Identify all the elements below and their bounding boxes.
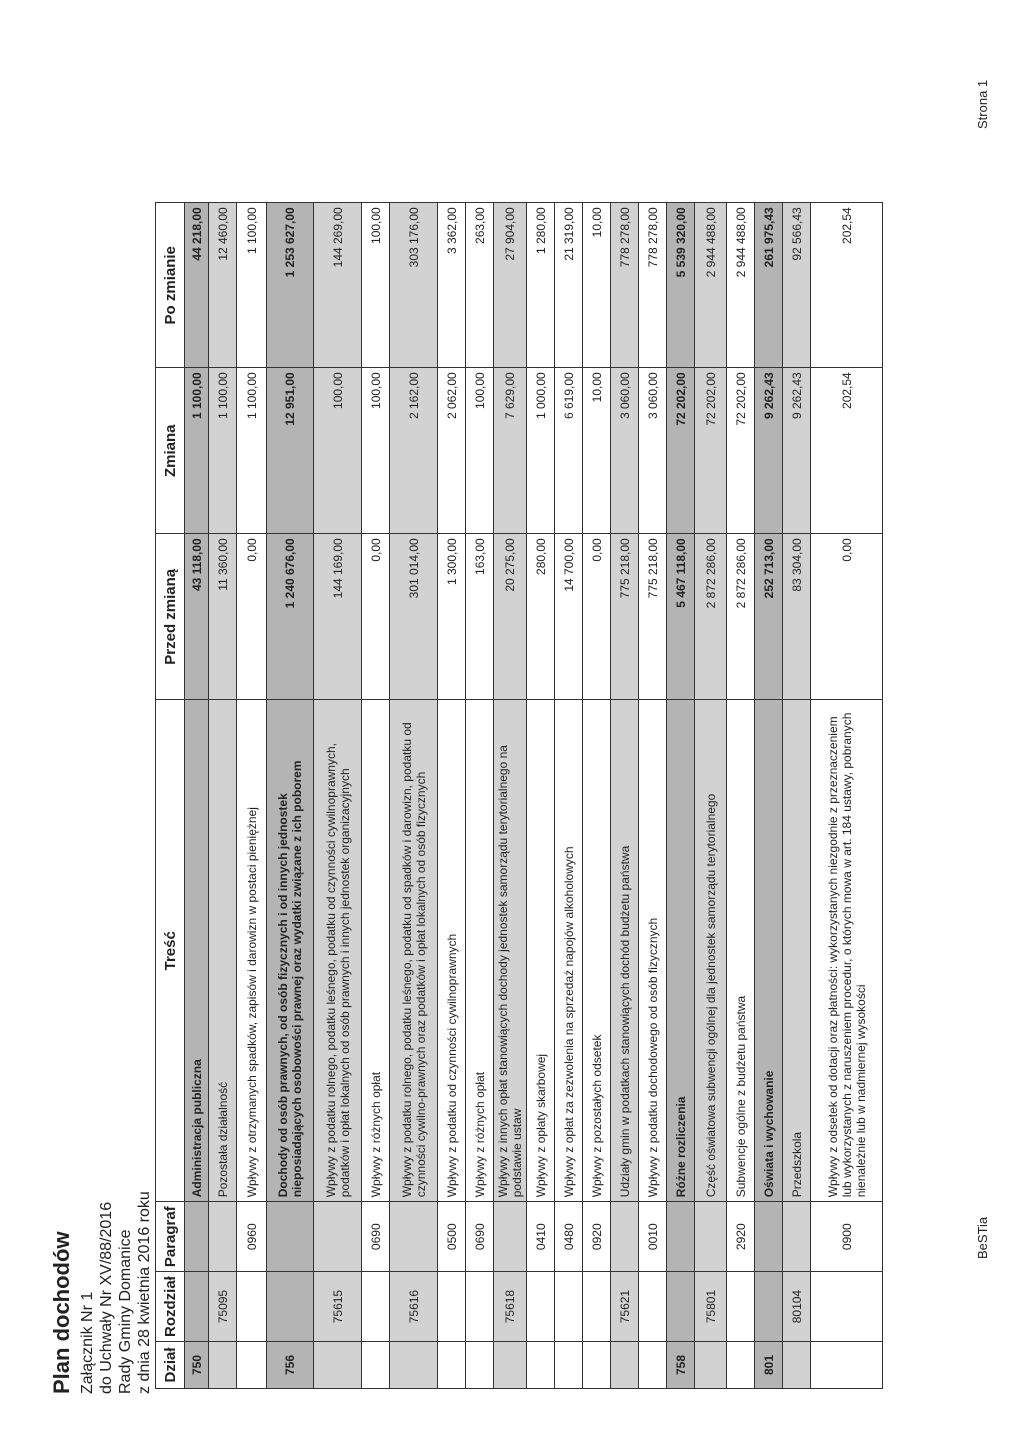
przed-zmiana-cell: 1 240 676,00 xyxy=(267,534,314,700)
table-row xyxy=(438,203,466,1389)
paragraf-cell xyxy=(667,1202,695,1272)
zmiana-cell: 100,00 xyxy=(362,368,390,534)
po-zmianie-cell: 92 566,43 xyxy=(783,203,811,368)
dzial-cell xyxy=(783,1342,811,1389)
zmiana-cell: 1 000,00 xyxy=(527,368,555,534)
column-header: Treść xyxy=(156,700,185,1202)
zmiana-cell: 6 619,00 xyxy=(555,368,583,534)
przed-zmiana-cell: 0,00 xyxy=(811,534,883,700)
zmiana-cell: 3 060,00 xyxy=(639,368,667,534)
rozdzial-cell xyxy=(755,1272,783,1342)
document-header xyxy=(50,1191,154,1394)
rozdzial-cell xyxy=(466,1272,494,1342)
po-zmianie-cell: 5 539 320,00 xyxy=(667,203,695,368)
paragraf-cell xyxy=(267,1202,314,1272)
rozdzial-cell xyxy=(185,1272,209,1342)
dzial-cell xyxy=(695,1342,727,1389)
dzial-cell xyxy=(811,1342,883,1389)
przed-zmiana-cell: 280,00 xyxy=(527,534,555,700)
header-line: Rady Gminy Domanice xyxy=(117,1229,134,1394)
tresc-cell: Wpływy z podatku od czynności cywilnoprawnych xyxy=(438,700,466,1202)
dzial-cell xyxy=(555,1342,583,1389)
dzial-cell xyxy=(727,1342,755,1389)
paragraf-cell xyxy=(783,1202,811,1272)
przed-zmiana-cell: 11 360,00 xyxy=(209,534,237,700)
dzial-cell xyxy=(237,1342,267,1389)
dzial-cell xyxy=(611,1342,639,1389)
table-row xyxy=(611,203,639,1389)
po-zmianie-cell: 303 176,00 xyxy=(390,203,438,368)
rozdzial-cell: 75621 xyxy=(611,1272,639,1342)
po-zmianie-cell: 2 944 488,00 xyxy=(695,203,727,368)
income-plan-table xyxy=(155,202,883,1389)
po-zmianie-cell: 144 269,00 xyxy=(314,203,362,368)
table-row xyxy=(314,203,362,1389)
zmiana-cell: 72 202,00 xyxy=(727,368,755,534)
przed-zmiana-cell: 2 872 286,00 xyxy=(695,534,727,700)
paragraf-cell xyxy=(209,1202,237,1272)
paragraf-cell xyxy=(390,1202,438,1272)
tresc-cell: Wpływy z różnych opłat xyxy=(362,700,390,1202)
table-row xyxy=(390,203,438,1389)
przed-zmiana-cell: 0,00 xyxy=(362,534,390,700)
zmiana-cell: 202,54 xyxy=(811,368,883,534)
przed-zmiana-cell: 14 700,00 xyxy=(555,534,583,700)
po-zmianie-cell: 1 100,00 xyxy=(237,203,267,368)
tresc-cell: Pozostała działalność xyxy=(209,700,237,1202)
paragraf-cell xyxy=(695,1202,727,1272)
tresc-cell: Subwencje ogólne z budżetu państwa xyxy=(727,700,755,1202)
column-header: Przed zmianą xyxy=(156,534,185,700)
przed-zmiana-cell: 83 304,00 xyxy=(783,534,811,700)
paragraf-cell: 0500 xyxy=(438,1202,466,1272)
table-row xyxy=(583,203,611,1389)
footer-page-number: Strona 1 xyxy=(975,79,990,129)
dzial-cell xyxy=(527,1342,555,1389)
table-row xyxy=(811,203,883,1389)
paragraf-cell: 0960 xyxy=(237,1202,267,1272)
po-zmianie-cell: 2 944 488,00 xyxy=(727,203,755,368)
przed-zmiana-cell: 20 275,00 xyxy=(494,534,527,700)
po-zmianie-cell: 12 460,00 xyxy=(209,203,237,368)
po-zmianie-cell: 44 218,00 xyxy=(185,203,209,368)
column-header: Po zmianie xyxy=(156,203,185,368)
table-row xyxy=(237,203,267,1389)
rozdzial-cell: 75618 xyxy=(494,1272,527,1342)
tresc-cell: Wpływy z opłat za zezwolenia na sprzedaż napojów alkoholowych xyxy=(555,700,583,1202)
przed-zmiana-cell: 5 467 118,00 xyxy=(667,534,695,700)
zmiana-cell: 9 262,43 xyxy=(783,368,811,534)
tresc-cell: Wpływy z podatku rolnego, podatku leśnego, podatku od czynności cywilnoprawnych, podatków i opłat lokalnych od osób prawnych i innych jednostek organizacyjnych xyxy=(314,700,362,1202)
przed-zmiana-cell: 163,00 xyxy=(466,534,494,700)
tresc-cell: Wpływy z opłaty skarbowej xyxy=(527,700,555,1202)
paragraf-cell xyxy=(185,1202,209,1272)
rozdzial-cell: 80104 xyxy=(783,1272,811,1342)
zmiana-cell: 72 202,00 xyxy=(667,368,695,534)
tresc-cell: Dochody od osób prawnych, od osób fizycznych i od innych jednostek nieposiadających osobowości prawnej oraz wydatki związane z ich poborem xyxy=(267,700,314,1202)
paragraf-cell: 0920 xyxy=(583,1202,611,1272)
po-zmianie-cell: 3 362,00 xyxy=(438,203,466,368)
rozdzial-cell: 75095 xyxy=(209,1272,237,1342)
dzial-cell xyxy=(583,1342,611,1389)
table-row xyxy=(527,203,555,1389)
table-row xyxy=(555,203,583,1389)
zmiana-cell: 7 629,00 xyxy=(494,368,527,534)
paragraf-cell: 0010 xyxy=(639,1202,667,1272)
rozdzial-cell xyxy=(438,1272,466,1342)
rozdzial-cell xyxy=(639,1272,667,1342)
dzial-cell xyxy=(362,1342,390,1389)
column-header: Paragraf xyxy=(156,1202,185,1272)
footer-software: BeSTia xyxy=(975,1216,990,1259)
dzial-cell xyxy=(390,1342,438,1389)
table-row xyxy=(267,203,314,1389)
header-line: do Uchwały Nr XV/88/2016 xyxy=(98,1201,115,1394)
paragraf-cell: 0690 xyxy=(466,1202,494,1272)
tresc-cell: Przedszkola xyxy=(783,700,811,1202)
przed-zmiana-cell: 775 218,00 xyxy=(639,534,667,700)
paragraf-cell xyxy=(314,1202,362,1272)
rozdzial-cell: 75616 xyxy=(390,1272,438,1342)
paragraf-cell xyxy=(611,1202,639,1272)
dzial-cell xyxy=(466,1342,494,1389)
przed-zmiana-cell: 0,00 xyxy=(237,534,267,700)
paragraf-cell: 0410 xyxy=(527,1202,555,1272)
po-zmianie-cell: 778 278,00 xyxy=(639,203,667,368)
przed-zmiana-cell: 43 118,00 xyxy=(185,534,209,700)
po-zmianie-cell: 27 904,00 xyxy=(494,203,527,368)
po-zmianie-cell: 261 975,43 xyxy=(755,203,783,368)
przed-zmiana-cell: 252 713,00 xyxy=(755,534,783,700)
przed-zmiana-cell: 144 169,00 xyxy=(314,534,362,700)
tresc-cell: Administracja publiczna xyxy=(185,700,209,1202)
przed-zmiana-cell: 2 872 286,00 xyxy=(727,534,755,700)
po-zmianie-cell: 778 278,00 xyxy=(611,203,639,368)
tresc-cell: Różne rozliczenia xyxy=(667,700,695,1202)
zmiana-cell: 72 202,00 xyxy=(695,368,727,534)
rozdzial-cell xyxy=(555,1272,583,1342)
po-zmianie-cell: 1 280,00 xyxy=(527,203,555,368)
dzial-cell xyxy=(494,1342,527,1389)
po-zmianie-cell: 21 319,00 xyxy=(555,203,583,368)
zmiana-cell: 9 262,43 xyxy=(755,368,783,534)
rozdzial-cell: 75615 xyxy=(314,1272,362,1342)
tresc-cell: Wpływy z podatku dochodowego od osób fizycznych xyxy=(639,700,667,1202)
zmiana-cell: 1 100,00 xyxy=(209,368,237,534)
tresc-cell: Oświata i wychowanie xyxy=(755,700,783,1202)
po-zmianie-cell: 10,00 xyxy=(583,203,611,368)
po-zmianie-cell: 100,00 xyxy=(362,203,390,368)
rozdzial-cell: 75801 xyxy=(695,1272,727,1342)
po-zmianie-cell: 263,00 xyxy=(466,203,494,368)
table-row xyxy=(494,203,527,1389)
zmiana-cell: 100,00 xyxy=(314,368,362,534)
paragraf-cell: 0480 xyxy=(555,1202,583,1272)
zmiana-cell: 1 100,00 xyxy=(185,368,209,534)
przed-zmiana-cell: 0,00 xyxy=(583,534,611,700)
tresc-cell: Udziały gmin w podatkach stanowiących dochód budżetu państwa xyxy=(611,700,639,1202)
tresc-cell: Wpływy z pozostałych odsetek xyxy=(583,700,611,1202)
rozdzial-cell xyxy=(267,1272,314,1342)
table-row xyxy=(783,203,811,1389)
table-row xyxy=(755,203,783,1389)
dzial-cell: 756 xyxy=(267,1342,314,1389)
table-row xyxy=(667,203,695,1389)
table-row xyxy=(362,203,390,1389)
rozdzial-cell xyxy=(237,1272,267,1342)
column-header: Dział xyxy=(156,1342,185,1389)
paragraf-cell: 0690 xyxy=(362,1202,390,1272)
tresc-cell: Wpływy z podatku rolnego, podatku leśnego, podatku od spadków i darowizn, podatku od czynności cywilno-prawnych oraz podatków i opłat lokalnych od osób fizycznych xyxy=(390,700,438,1202)
zmiana-cell: 2 162,00 xyxy=(390,368,438,534)
column-header: Zmiana xyxy=(156,368,185,534)
tresc-cell: Wpływy z różnych opłat xyxy=(466,700,494,1202)
rozdzial-cell xyxy=(362,1272,390,1342)
table-row xyxy=(639,203,667,1389)
tresc-cell: Wpływy z otrzymanych spadków, zapisów i darowizn w postaci pieniężnej xyxy=(237,700,267,1202)
dzial-cell xyxy=(209,1342,237,1389)
zmiana-cell: 3 060,00 xyxy=(611,368,639,534)
rozdzial-cell xyxy=(811,1272,883,1342)
dzial-cell: 758 xyxy=(667,1342,695,1389)
po-zmianie-cell: 202,54 xyxy=(811,203,883,368)
paragraf-cell xyxy=(755,1202,783,1272)
przed-zmiana-cell: 1 300,00 xyxy=(438,534,466,700)
przed-zmiana-cell: 301 014,00 xyxy=(390,534,438,700)
dzial-cell xyxy=(639,1342,667,1389)
table-row xyxy=(727,203,755,1389)
column-header: Rozdział xyxy=(156,1272,185,1342)
rozdzial-cell xyxy=(727,1272,755,1342)
dzial-cell: 750 xyxy=(185,1342,209,1389)
dzial-cell xyxy=(314,1342,362,1389)
zmiana-cell: 12 951,00 xyxy=(267,368,314,534)
tresc-cell: Wpływy z innych opłat stanowiących dochody jednostek samorządu terytorialnego na podstawie ustaw xyxy=(494,700,527,1202)
table-row xyxy=(209,203,237,1389)
page-title: Plan dochodów xyxy=(49,1231,74,1394)
zmiana-cell: 100,00 xyxy=(466,368,494,534)
header-line: z dnia 28 kwietnia 2016 roku xyxy=(136,1191,153,1394)
zmiana-cell: 2 062,00 xyxy=(438,368,466,534)
dzial-cell: 801 xyxy=(755,1342,783,1389)
table-row xyxy=(185,203,209,1389)
przed-zmiana-cell: 775 218,00 xyxy=(611,534,639,700)
paragraf-cell: 2920 xyxy=(727,1202,755,1272)
rozdzial-cell xyxy=(667,1272,695,1342)
paragraf-cell: 0900 xyxy=(811,1202,883,1272)
dzial-cell xyxy=(438,1342,466,1389)
table-row xyxy=(466,203,494,1389)
tresc-cell: Wpływy z odsetek od dotacji oraz płatności: wykorzystanych niezgodnie z przeznaczeniem lub wykorzystanych z naruszeniem procedur, o których mowa w art. 184 ustawy, pobranych nienależnie lub w nadmiernej wysokości xyxy=(811,700,883,1202)
rozdzial-cell xyxy=(583,1272,611,1342)
table-row xyxy=(695,203,727,1389)
zmiana-cell: 10,00 xyxy=(583,368,611,534)
zmiana-cell: 1 100,00 xyxy=(237,368,267,534)
header-line: Załącznik Nr 1 xyxy=(79,1291,96,1394)
po-zmianie-cell: 1 253 627,00 xyxy=(267,203,314,368)
paragraf-cell xyxy=(494,1202,527,1272)
tresc-cell: Część oświatowa subwencji ogólnej dla jednostek samorządu terytorialnego xyxy=(695,700,727,1202)
table-header-row xyxy=(156,203,185,1389)
rozdzial-cell xyxy=(527,1272,555,1342)
